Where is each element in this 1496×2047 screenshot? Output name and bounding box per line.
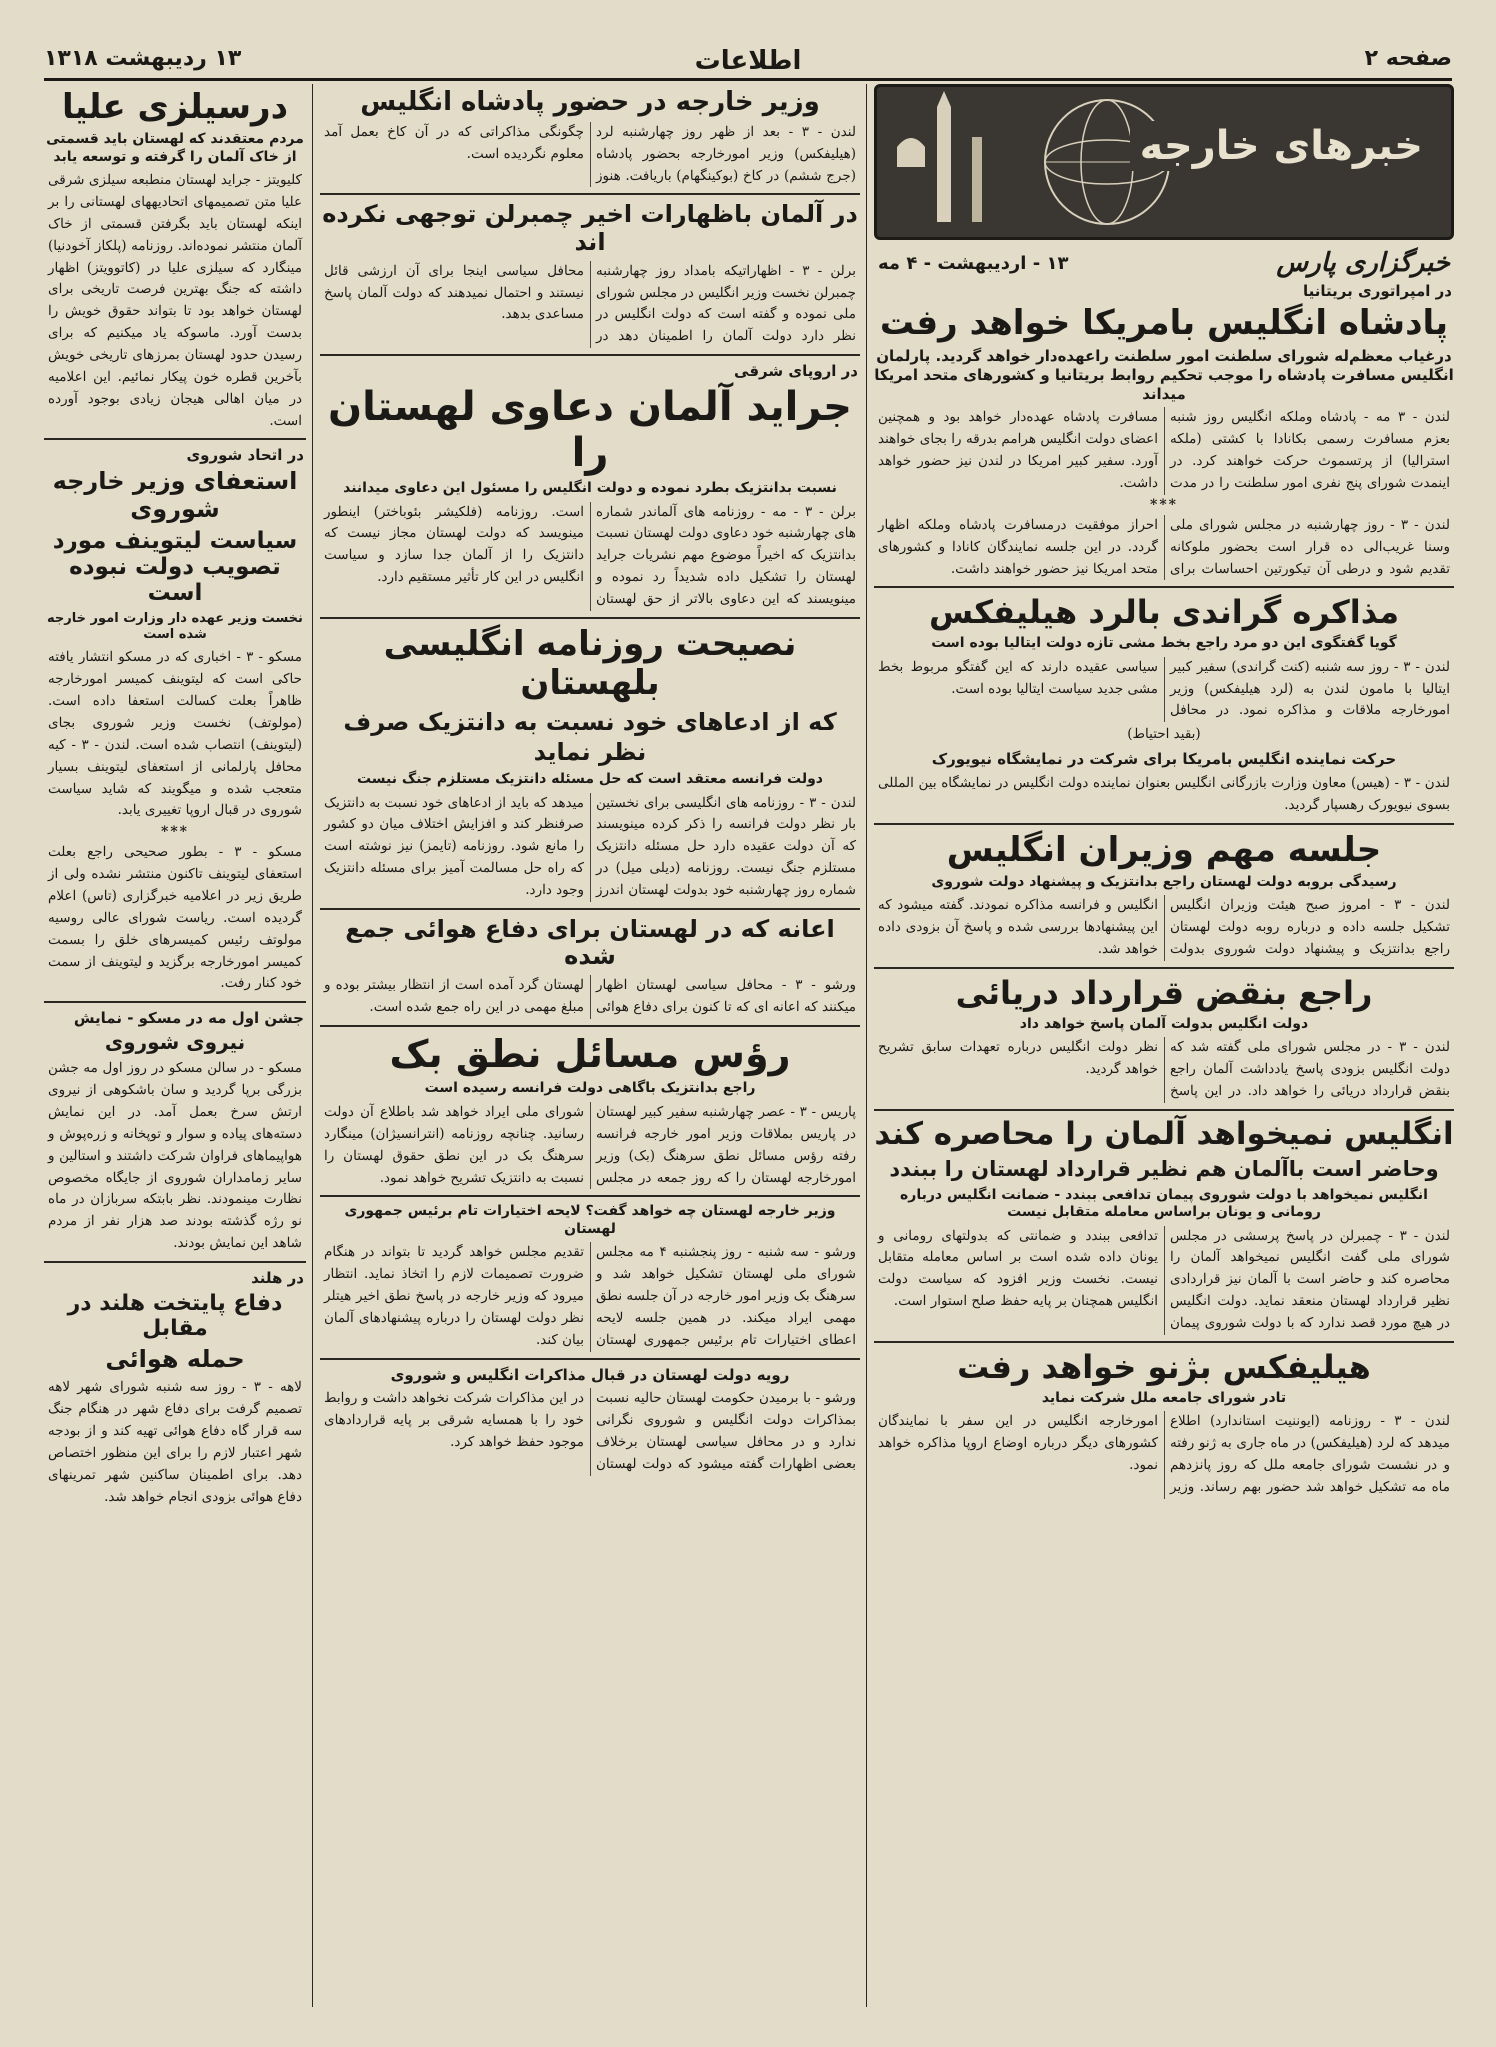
headline: وزیر خارجه در حضور پادشاه انگلیس (360, 87, 820, 117)
article-body: پاریس - ۳ - عصر چهارشنبه سفیر کبیر لهستان در پاریس بملاقات وزیر امور خارجه فرانسه رفته رؤس مسائل نطق سرهنگ (بک) وزیر امورخارجه لهستان را که روز جمعه در مجلس شورای ملی ایراد خواهد شد باطلاع آن دولت رسانید. چنانچه روزنامه (انترانسیژان) مینگارد سرهنگ بک در این نطق حقوق لهستان را نسبت به دانتزیک تشریح خواهد نمود. (324, 1103, 856, 1186)
column-rule (312, 84, 313, 2007)
subheadline: گویا گفتگوی این دو مرد راجع بخط مشی تازه دولت ایتالیا بوده است (931, 635, 1397, 652)
headline: وزیر خارجه لهستان چه خواهد گفت؟ لایحه اختیارات تام برئیس جمهوری لهستان (344, 1203, 836, 1237)
divider (44, 1261, 306, 1263)
subheadline: مردم معتقدند که لهستان باید قسمتی از خاک آلمان را گرفته و توسعه یابد (46, 131, 304, 165)
divider (874, 823, 1454, 825)
headline: حمله هوائی (105, 1344, 245, 1373)
subheadline: نخست وزیر عهده دار وزارت امور خارجه شده است (47, 610, 303, 643)
article-body: لندن - ۳ - روز سه شنبه (کنت گراندی) سفیر کبیر ایتالیا با مامون لندن به (لرد هیلیفکس) وزیر امورخارجه ملاقات و مذاکره نمود. در محافل سیاسی عقیده دارند که این گفتگو مربوط بخط مشی جدید سیاست ایتالیا بوده است. (878, 658, 1450, 719)
article-body: ورشو - ۳ - محافل سیاسی لهستان اظهار میکنند که اعانه ای که تا کنون برای دفاع هوائی لهستان گرد آمده است از انتظار بیشتر بوده و مبلغ مهمی در این راه جمع شده است. (324, 977, 856, 1015)
section-label: در هلند (251, 1269, 304, 1288)
divider (874, 1341, 1454, 1343)
section-label: در اروپای شرقی (734, 362, 858, 381)
article-body: مسکو - ۳ - اخباری که در مسکو انتشار یافته حاکی است که لیتوینف کمیسر امورخارجه ظاهراً بعلت کسالت استعفا داده است. (مولوتف) نخست وزیر شوروی بجای (لیتوینف) انتصاب شده است. لندن - ۳ - کیه محافل پارلمانی از استعفای لیتوینف بسیار متعجب شده و میگویند که شاید سیاست شوروی در قبال اروپا تغییری یابد. (48, 649, 302, 819)
headline: استعفای وزیر خارجه شوروی (52, 467, 298, 523)
headline: رویه دولت لهستان در قبال مذاکرات انگلیس و شوروی (390, 1365, 790, 1384)
subheadline: دولت فرانسه معتقد است که حل مسئله دانتزیک مستلزم جنگ نیست (356, 771, 823, 788)
article-body: برلن - ۳ - مه - روزنامه های آلماندر شماره های چهارشنبه خود دعاوی دولت لهستان نسبت بدانتزیک که اخیراً موضوع مهم نشریات جراید لهستان را تشکیل داده شدیداً رد نموده و مینویسند که این دعاوی بالاتر از حق لهستان است. روزنامه (فلکیشر بئوباختر) اینطور مینویسد که دولت لهستان مجاز نیست که دانتزیک را از آلمان جدا سازد و سیاست انگلیس در این کار تأثیر مستقیم دارد. (324, 503, 857, 608)
article-body: لندن - ۳ - در مجلس شورای ملی گفته شد که دولت انگلیس بزودی پاسخ یادداشت آلمان راجع بنقض قرارداد دریائی را خواهد داد. در این پاسخ نظر دولت انگلیس درباره تعهدات سابق تشریح خواهد گردید. (878, 1039, 1450, 1099)
separator: *** (161, 824, 189, 841)
page-number: صفحه ۲ (1364, 46, 1452, 71)
section-label: جشن اول مه در مسکو - نمایش (73, 1009, 304, 1028)
article-body: لاهه - ۳ - روز سه شنبه شورای شهر لاهه تصمیم گرفت برای دفاع شهر در هنگام جنگ سه قرار گاه دفاع هوائی تهیه کند و از بودجه شهر اعتبار لازم را برای این منظور اختصاص دهد. برای اطمینان ساکنین شهر تمرینهای دفاع هوائی بزودی انجام خواهد شد. (48, 1379, 302, 1505)
article-body: لندن - ۳ - روزنامه های انگلیسی برای نخستین بار نظر دولت فرانسه را ذکر کرده مینویسند که آن دولت عقیده دارد حل مسئله دانتزیک مستلزم جنگ نیست. روزنامه (دیلی میل) در شماره روز چهارشنبه خود بدولت لهستان اندرز میدهد که باید از ادعاهای خود نسبت به دانتزیک صرفنظر کند و افزایش اختلاف میان دو کشور را مانع شود. روزنامه (تایمز) نیز نوشته است که راه حل مسالمت آمیز برای مسئله دانتزیک وجود دارد. (324, 794, 856, 899)
subheadline: وحاضر است باآلمان هم نظیر قرارداد لهستان را ببندد (889, 1157, 1439, 1182)
divider (874, 1109, 1454, 1111)
article-body: لندن - ۳ - چمبرلن در پاسخ پرسشی در مجلس شورای ملی گفت انگلیس نمیخواهد آلمان را محاصره کند و حاضر است با آلمان نیز قراردادی نظیر قرارداد لهستان منعقد نماید. دولت انگلیس در هیچ مورد قصد ندارد که با دولت شوروی پیمان تدافعی ببندد و ضمانتی که بدولتهای رومانی و یونان داده شده است بر اساس معامله متقابل نیست. نخست وزیر افزود که سیاست دولت انگلیس همچنان بر پایه حفظ صلح استوار است. (878, 1227, 1450, 1331)
headline: دفاع پایتخت هلند در مقابل (67, 1291, 283, 1342)
headline: انگلیس نمیخواهد آلمان را محاصره کند (874, 1115, 1454, 1152)
divider (320, 1025, 860, 1027)
subheadline: که از ادعاهای خود نسبت به دانتزیک صرف نظر نماید (343, 708, 837, 767)
column-rule (866, 84, 867, 2007)
headline: نصیحت روزنامه انگلیسی بلهستان (383, 623, 797, 703)
headline: اعانه که در لهستان برای دفاع هوائی جمع شده (345, 914, 835, 971)
divider (874, 967, 1454, 969)
article-note: (بقید احتیاط) (1127, 726, 1201, 743)
foreign-news-title: خبرهای خارجه (1130, 121, 1433, 171)
headline: در آلمان باظهارات اخیر چمبرلن توجهی نکرده اند (322, 200, 858, 257)
headline: درسیلزی علیا (61, 87, 289, 127)
subheadline: دولت انگلیس بدولت آلمان پاسخ خواهد داد (1019, 1015, 1309, 1032)
headline: راجع بنقض قرارداد دریائی (955, 973, 1373, 1012)
article-body: لندن - ۳ - روز چهارشنبه در مجلس شورای ملی وسنا غریب‌الی ده قرار است بحضور ملوکانه تقدیم شود و درطی آن تیکورتین احساسات برای احراز موفقیت درمسافرت پادشاه وملکه اظهار گردد. در این جلسه نمایندگان کانادا و کشورهای متحد امریکا نیز حضور خواهند داشت. (878, 516, 1450, 577)
headline: جراید آلمان دعاوی لهستان را (327, 384, 853, 477)
article-body: ورشو - سه شنبه - روز پنجشنبه ۴ مه مجلس شورای ملی لهستان تشکیل خواهد شد و سرهنگ بک وزیر امور خارجه در آن جلسه نطق مهمی ایراد میکند. در همین جلسه لایحه اعطای اختیارات تام برئیس جمهوری لهستان تقدیم مجلس خواهد گردید تا بتواند در هنگام ضرورت تصمیمات لازم را اتخاذ نماید. انتظار میرود که وزیر خارجه در پاسخ نطق اخیر هیتلر نظر دولت لهستان را درباره پیشنهادهای آلمان بیان کند. (324, 1244, 857, 1348)
article-body: مسکو - ۳ - بطور صحیحی راجع بعلت استعفای لیتوینف تاکنون منتشر نشده ولی از طریق زیر در اعلامیه خبرگزاری (تاس) اعلام گردیده است. ریاست شورای عالی روسیه مولوتف رئیس کمیسرهای خلق را بسمت کمیسر امورخارجه برگزید و لیتوینف از سمت خود کنار رفت. (48, 844, 302, 992)
article-body: برلن - ۳ - اظهاراتیکه بامداد روز چهارشنبه چمبرلن نخست وزیر انگلیس در مجلس شورای ملی نموده و گفته است که دولت انگلیس در نظر دارد دولت آلمان را اطمینان دهد در محافل سیاسی اینجا برای آن ارزشی قائل نیستند و احتمال نمیدهند که دولت آلمان پاسخ مساعدی بدهد. (324, 262, 856, 345)
section-label: در امپراتوری بریتانیا (1303, 282, 1452, 300)
subheadline: راجع بدانتزیک باگاهی دولت فرانسه رسیده است (424, 1080, 756, 1097)
subheadline: تادر شورای جامعه ملل شرکت نماید (1041, 1389, 1287, 1406)
divider (320, 908, 860, 910)
headline: نیروی شوروی (104, 1030, 246, 1055)
agency-date: ۱۳ - اردیبهشت - ۴ مه (878, 252, 1069, 274)
subheadline: درغیاب معظم‌له شورای سلطنت امور سلطنت راعهده‌دار خواهد گردید. پارلمان انگلیس مسافرت پادشاه را موجب تحکیم روابط بریتانیا و کشورهای متحد امریکا میداند (874, 347, 1454, 403)
divider (320, 1358, 860, 1360)
issue-date: ۱۳ ردیبهشت ۱۳۱۸ (44, 46, 242, 71)
subheadline: رسیدگی بروبه دولت لهستان راجع بدانتزیک و پیشنهاد دولت شوروی (931, 873, 1397, 890)
divider (320, 1195, 860, 1197)
divider (320, 617, 860, 619)
article-body: لندن - ۳ مه - پادشاه وملکه انگلیس روز شنبه بعزم مسافرت رسمی بکانادا با کشتی (ملکه استرالیا) از پرتسموث حرکت خواهند کرد. در اینمدت شورای پنج نفری امور سلطنت را در مدت مسافرت پادشاه عهده‌دار خواهد بود و همچنین اعضای دولت انگلیس هرامم بدرقه را بجای خواهند آورد. سفیر کبیر امریکا در لندن نیز حضور خواهد داشت. (878, 409, 1450, 491)
subheadline: انگلیس نمیخواهد با دولت شوروی پیمان تدافعی ببندد - ضمانت انگلیس درباره رومانی و یونان براساس معامله متقابل نیست (900, 1186, 1428, 1220)
headline: هیلیفکس بژنو خواهد رفت (957, 1347, 1371, 1386)
article-body: ورشو - با برمیدن حکومت لهستان حالیه نسبت بمذاکرات دولت انگلیس و شوروی نگرانی ندارد و در محافل سیاسی لهستان برخلاف بعضی اظهارات گفته میشود که دولت لهستان در این مذاکرات شرکت نخواهد داشت و روابط خود را با همسایه شرقی بر پایه قراردادهای موجود حفظ خواهد کرد. (324, 1390, 856, 1473)
agency-line (878, 248, 1450, 278)
article-body: مسکو - در سالن مسکو در روز اول مه جشن بزرگی برپا گردید و سان باشکوهی از نیروی ارتش سرخ بعمل آمد. در این نمایش دسته‌های پیاده و سوار و توپخانه و زره‌پوش و هواپیماهای فراوان شرکت داشتند و استالین و سایر زمامداران شوروی از جایگاه مخصوص نظارت مینمودند. نظر بابتکه سربازان در ماه نو رژه گذشته بودند صد هزار نفر از مردم شاهد این نمایش بودند. (48, 1060, 302, 1252)
headline: رؤس مسائل نطق بک (389, 1031, 791, 1076)
divider (44, 1001, 306, 1003)
headline: حرکت نماینده انگلیس بامریکا برای شرکت در نمایشگاه نیویورک (931, 750, 1397, 769)
headline: جلسه مهم وزیران انگلیس (946, 829, 1382, 870)
foreign-news-banner (874, 84, 1454, 240)
divider (320, 193, 860, 195)
divider (44, 438, 306, 440)
section-label: در اتحاد شوروی (186, 446, 304, 465)
headline: پادشاه انگلیس بامریکا خواهد رفت (879, 303, 1449, 343)
paper-name: اطلاعات (694, 46, 802, 76)
article-body: لندن - ۳ - امروز صبح هیئت وزیران انگلیس تشکیل جلسه داده و درباره روبه دولت لهستان راجع بدانتزیک و پیشنهاد دولت شوروی بدولت انگلیس و فرانسه مذاکره نمودند. گفته میشود که این پیشنهادها بررسی شده و پاسخ آن بزودی داده خواهد شد. (878, 897, 1450, 957)
column-europe (320, 84, 860, 2007)
headline: مذاکره گراندی بالرد هیلیفکس (928, 593, 1400, 632)
divider (320, 354, 860, 356)
column-east (44, 84, 306, 2007)
article-body: لندن - ۳ - روزنامه (ایوننیت استاندارد) اطلاع میدهد که لرد (هیلیفکس) در ماه جاری به ژنو رفته و در نشست شورای جامعه ملل که روز پانزدهم ماه مه تشکیل خواهد شد حضور بهم رساند. وزیر امورخارجه انگلیس در این سفر با نمایندگان کشورهای دیگر درباره اوضاع اروپا مذاکره خواهد نمود. (878, 1413, 1450, 1495)
article-body: لندن - ۳ - بعد از ظهر روز چهارشنبه لرد (هیلیفکس) وزیر امورخارجه بحضور پادشاه (جرج ششم) در کاخ (بوکینگهام) باریافت. هنوز چگونگی مذاکراتی که در آن کاخ بعمل آمد معلوم نگردیده است. (324, 123, 856, 184)
separator: *** (1150, 496, 1178, 513)
subheadline: نسبت بدانتزیک بطرد نموده و دولت انگلیس را مسئول این دعاوی میدانند (343, 480, 837, 497)
column-foreign-news (874, 84, 1454, 2007)
masthead (44, 40, 1452, 81)
divider (874, 586, 1454, 588)
headline: سیاست لیتوینف مورد تصویب دولت نبوده است (52, 527, 298, 607)
article-body: کلیویتز - جراید لهستان منطبعه سیلزی شرقی علیا متن تصمیمهای اتحادیههای لهستانی را بر اینکه لهستان باید بگرفتن قسمتی از خاک آلمان منتشر نموده‌اند. روزنامه (پلکاز آخودنیا) مینگارد که سیلزی علیا در (کاتوویتز) اظهار داشته که جنگ بهترین فرصت تاریخی برای لهستان خواهد بود تا بتواند حقوق خویش را بدست آورد. ماسوکه یاد میکنیم که برای رسیدن حدود لهستان بمرزهای تاریخی خویش بآخرین قطره خون پیکار نمائیم. این اعلامیه در میان اهالی هیجان زیادی بوجود آورده است. (48, 172, 302, 429)
article-body: لندن - ۳ - (هیس) معاون وزارت بازرگانی انگلیس بعنوان نماینده دولت انگلیس در نمایشگاه بین المللی بسوی نیویورک رهسپار گردید. (878, 774, 1450, 813)
agency-name: خبرگزاری پارس (1276, 248, 1450, 278)
